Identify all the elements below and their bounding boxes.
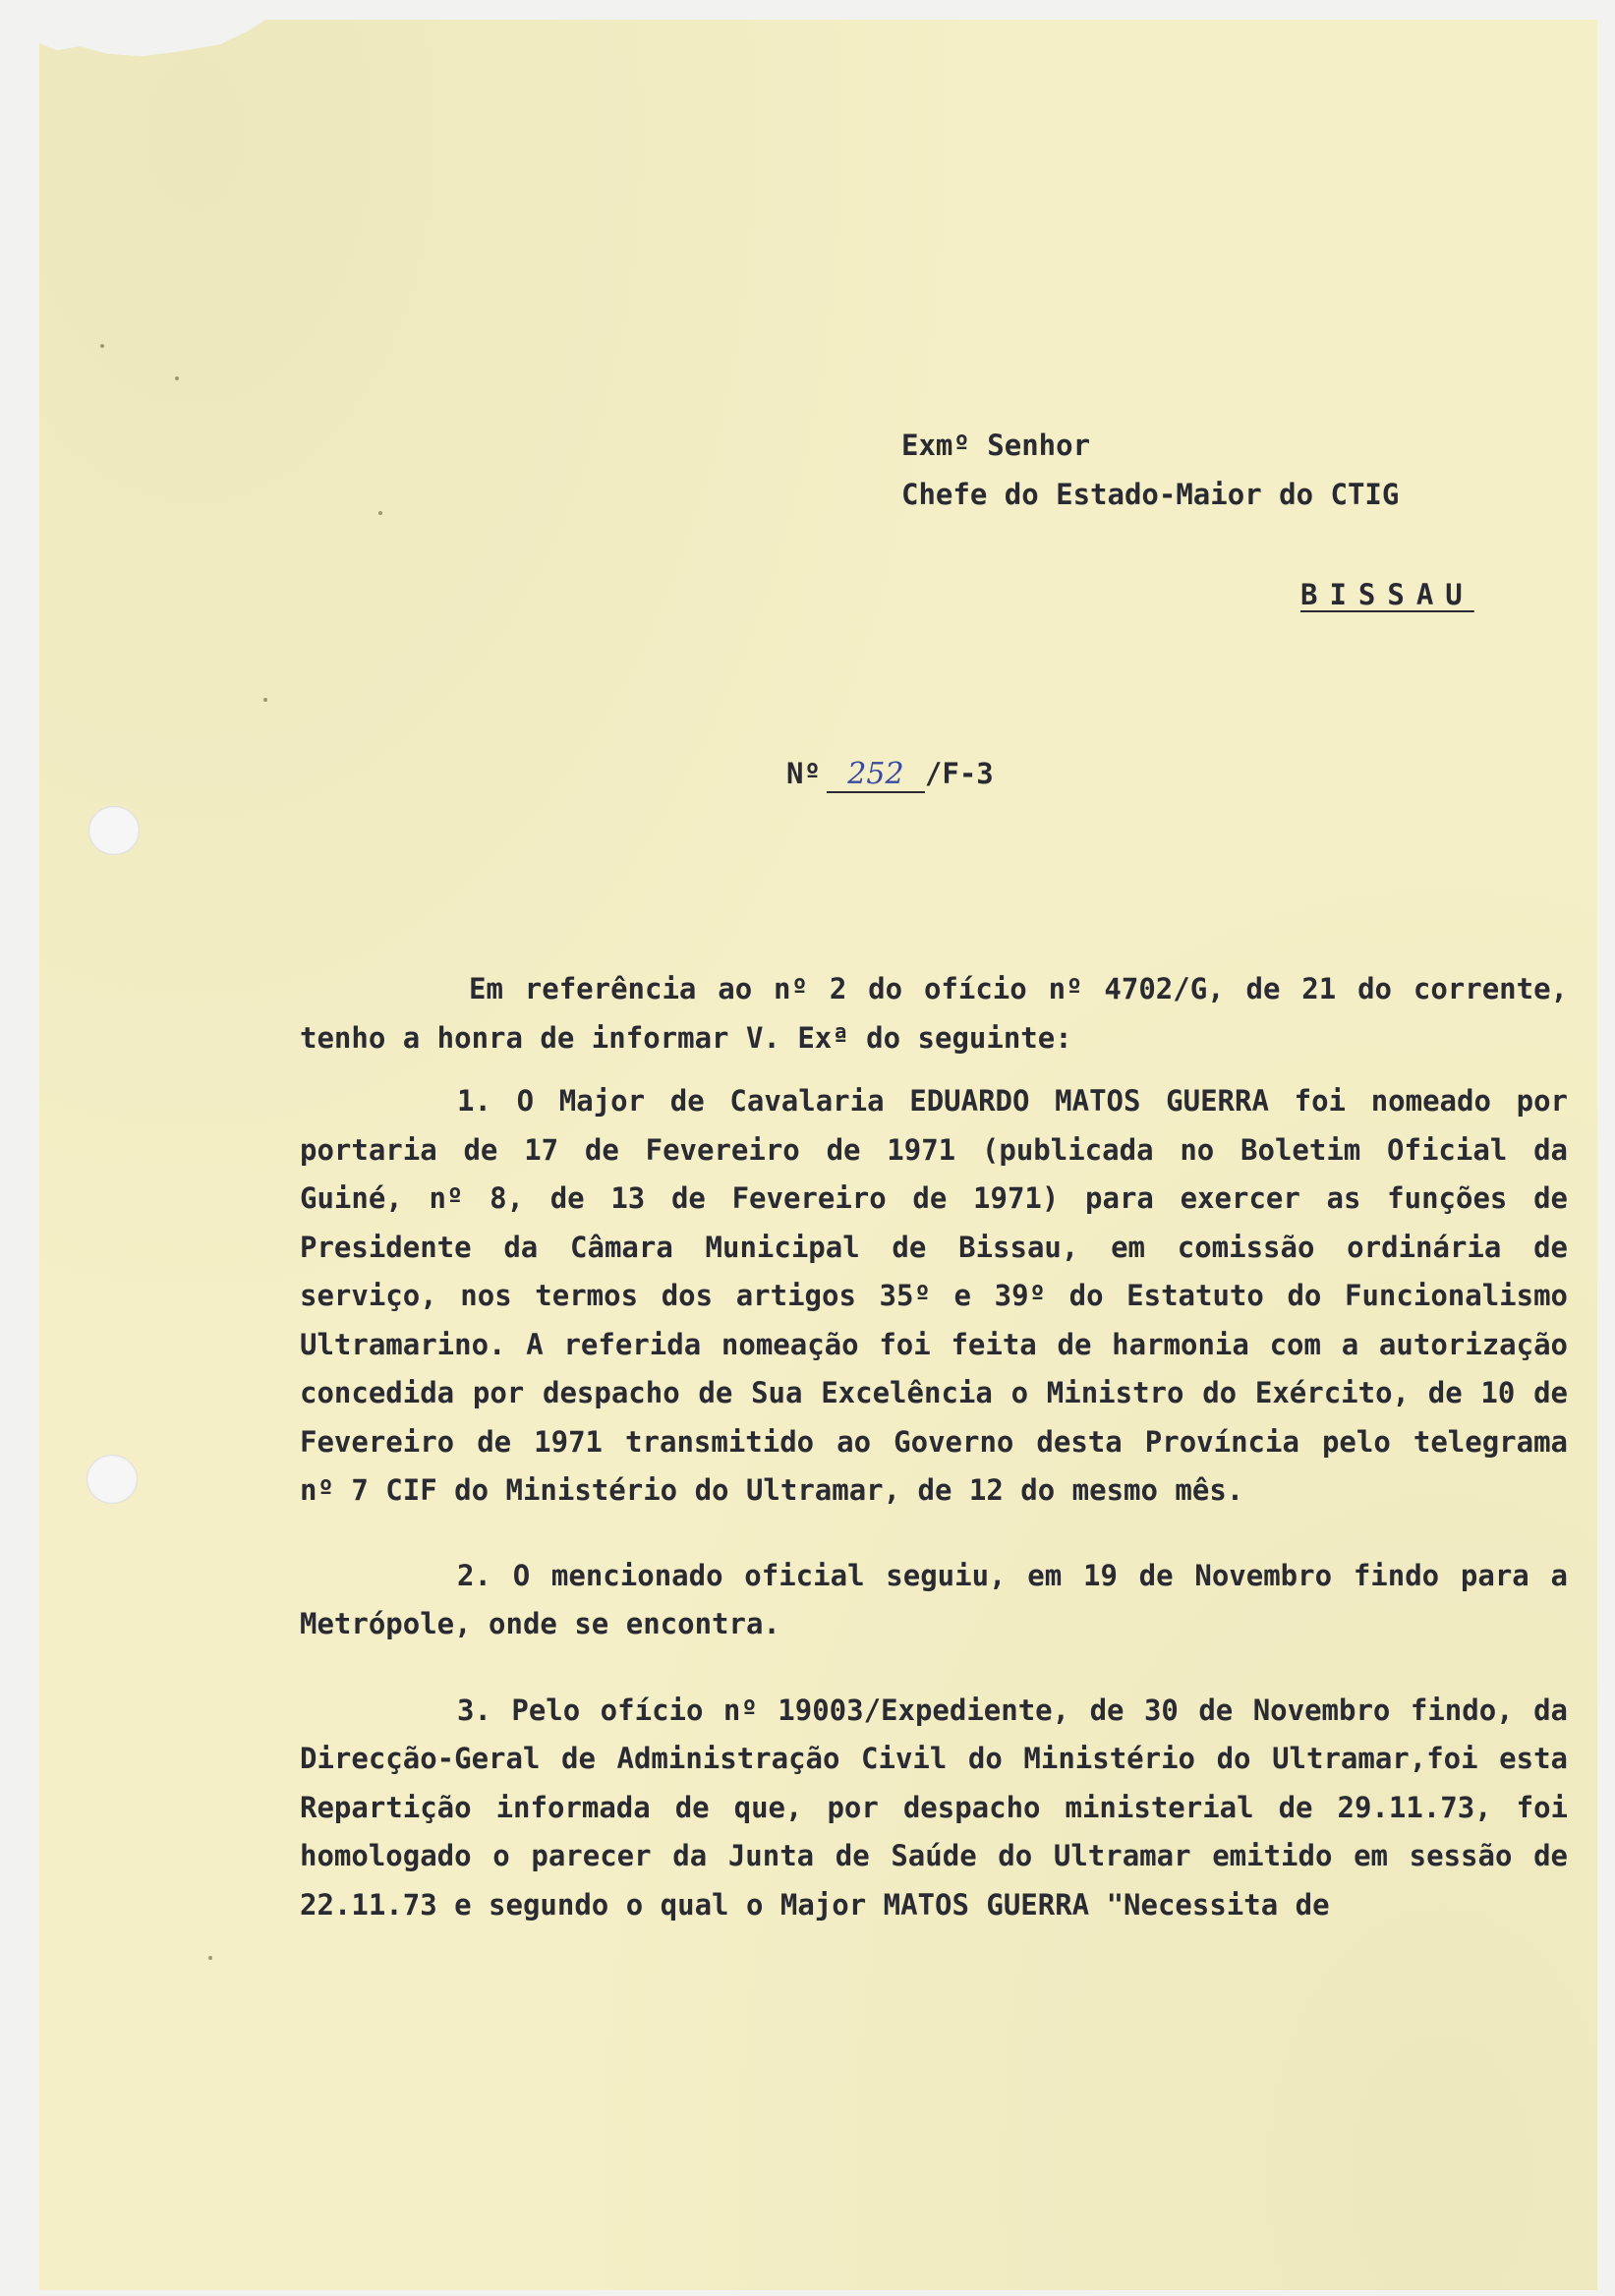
reference-prefix: Nº [786, 757, 821, 790]
paragraph-3: 3. Pelo ofício nº 19003/Expediente, de 30 de Novembro findo, da Direcção-Geral de Administração Civil do Ministério do Ultramar,foi esta Repartição informada de que, por despacho ministerial de 29.11.73, foi homologado o parecer da Junta de Saúde do Ultramar emitido em sessão de 22.11.73 e segundo o qual o Major MATOS GUERRA "Necessita de [300, 1693, 1568, 1922]
reference-suffix: /F-3 [924, 757, 994, 790]
intro-paragraph: Em referência ao nº 2 do ofício nº 4702/G, de 21 do corrente, tenho a honra de informar V. Exª do seguinte: [300, 972, 1568, 1055]
document-page [39, 20, 1597, 2290]
addressee-city: BISSAU [1300, 578, 1474, 611]
paragraph-1: 1. O Major de Cavalaria EDUARDO MATOS GUERRA foi nomeado por portaria de 17 de Fevereiro de 1971 (publicada no Boletim Oficial da Guiné, nº 8, de 13 de Fevereiro de 1971) para exercer as funções de Presidente da Câmara Municipal de Bissau, em comissão ordinária de serviço, nos termos dos artigos 35º e 39º do Estatuto do Funcionalismo Ultramarino. A referida nomeação foi feita de harmonia com a autorização concedida por despacho de Sua Excelência o Ministro do Exército, de 10 de Fevereiro de 1971 transmitido ao Governo desta Província pelo telegrama nº 7 CIF do Ministério do Ultramar, de 12 do mesmo mês. [300, 1084, 1568, 1507]
paper-speck [100, 344, 104, 348]
reference-handwritten-number: 252 [827, 757, 925, 793]
paper-speck [263, 698, 267, 702]
torn-corner [39, 20, 265, 79]
reference-number [786, 757, 994, 793]
punch-hole-top [88, 806, 140, 855]
paper-speck [175, 376, 179, 380]
paper-speck [208, 1956, 212, 1960]
paper-speck [378, 511, 382, 515]
letter-body [300, 965, 1568, 1929]
paragraph-2: 2. O mencionado oficial seguiu, em 19 de Novembro findo para a Metrópole, onde se encontra. [300, 1558, 1568, 1640]
punch-hole-bottom [87, 1455, 138, 1504]
addressee-salutation: Exmº Senhor [901, 429, 1091, 462]
addressee-title: Chefe do Estado-Maior do CTIG [901, 478, 1400, 511]
